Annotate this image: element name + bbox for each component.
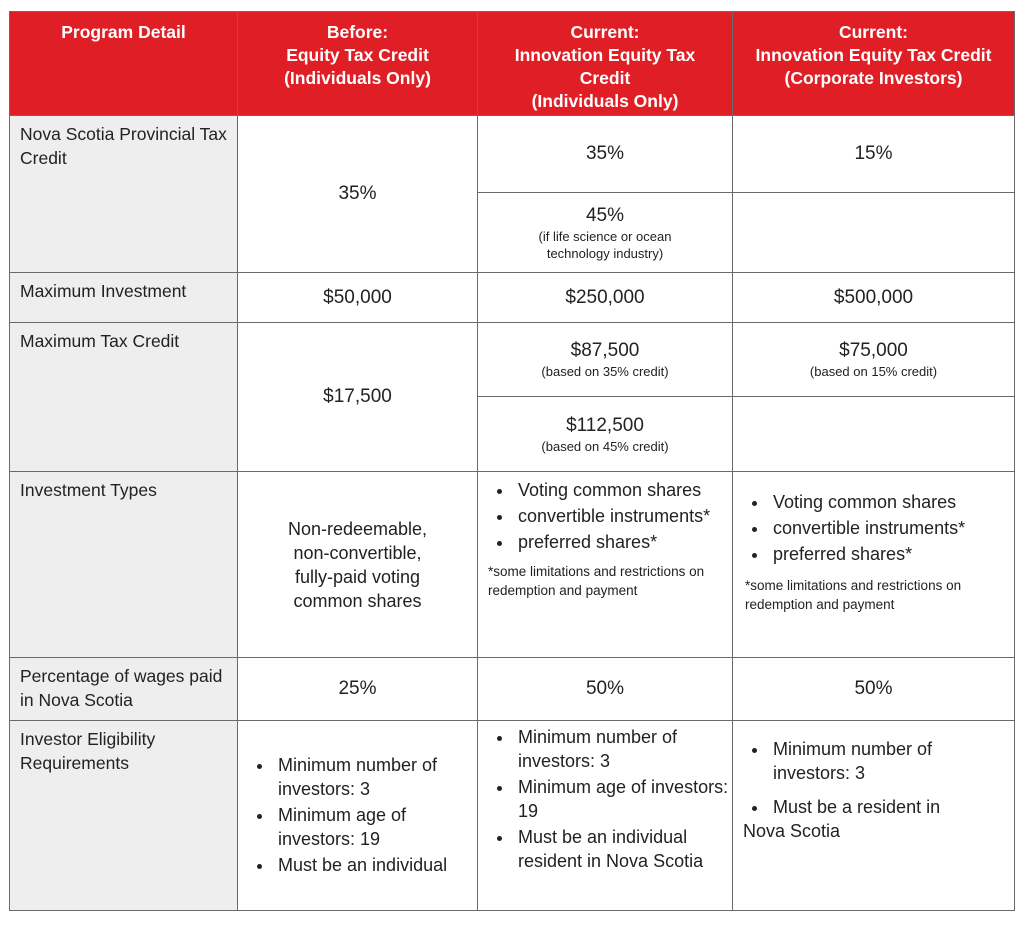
cell-value: • Voting common shares • convertible instruments* • preferred shares* *some limitations and restrictions on redemption and payment <box>478 472 733 658</box>
row-wages <box>10 658 1015 721</box>
bullet-list <box>238 753 477 877</box>
cell-value <box>478 721 733 911</box>
cell-value: $500,000 <box>733 273 1015 323</box>
row-investment-types <box>10 472 1015 658</box>
bullet-list <box>733 490 1014 566</box>
row-label: Percentage of wages paid in Nova Scotia <box>10 658 238 721</box>
list-item: • Must be an individual resident in Nova Scotia <box>514 825 732 873</box>
cell-value: 50% <box>733 658 1015 721</box>
cell-value: • Minimum number of investors: 3 • Must be a resident in Nova Scotia <box>733 721 1015 911</box>
header-current-individuals: Current: Innovation Equity Tax Credit (Individuals Only) <box>478 12 733 116</box>
bullet-list <box>478 725 732 873</box>
list-item: • convertible instruments* <box>769 516 1014 540</box>
list-item: • Voting common shares <box>514 478 732 502</box>
header-program-detail: Program Detail <box>10 12 238 116</box>
bullet-list <box>478 478 732 554</box>
row-label: Investment Types <box>10 472 238 658</box>
cell-empty <box>733 193 1015 273</box>
cell-value: $17,500 <box>238 323 478 472</box>
row-label: Maximum Tax Credit <box>10 323 238 472</box>
list-item: • Must be a resident in <box>769 795 1014 819</box>
comparison-table <box>9 11 1015 911</box>
cell-value: 15% <box>733 116 1015 193</box>
cell-value: 35% <box>478 116 733 193</box>
list-item: • Voting common shares <box>769 490 1014 514</box>
list-item: • Minimum number of investors: 3 <box>514 725 732 773</box>
row-label: Maximum Investment <box>10 273 238 323</box>
row-label: Nova Scotia Provincial Tax Credit <box>10 116 238 273</box>
cell-value: 35% <box>238 116 478 273</box>
cell-value: Non-redeemable, non-convertible, fully-paid voting common shares <box>238 472 478 658</box>
list-item: • Minimum age of investors: 19 <box>274 803 477 851</box>
cell-value: $112,500 (based on 45% credit) <box>478 397 733 472</box>
cell-value: $75,000 (based on 15% credit) <box>733 323 1015 397</box>
row-max-tax-credit <box>10 323 1015 397</box>
cell-value: • Voting common shares • convertible instruments* • preferred shares* *some limitations and restrictions on redemption and payment <box>733 472 1015 658</box>
header-row <box>10 12 1015 116</box>
header-current-corporate: Current: Innovation Equity Tax Credit (Corporate Investors) <box>733 12 1015 116</box>
list-item: • preferred shares* <box>769 542 1014 566</box>
cell-empty <box>733 397 1015 472</box>
cell-value: 45% (if life science or ocean technology industry) <box>478 193 733 273</box>
row-label: Investor Eligibility Requirements <box>10 721 238 911</box>
list-item: • Minimum number of investors: 3 <box>274 753 477 801</box>
header-before: Before: Equity Tax Credit (Individuals Only) <box>238 12 478 116</box>
cell-value: 50% <box>478 658 733 721</box>
row-tax-credit <box>10 116 1015 193</box>
list-item: • convertible instruments* <box>514 504 732 528</box>
list-item: • Minimum number of investors: 3 <box>769 737 1014 785</box>
cell-value: 25% <box>238 658 478 721</box>
cell-value: $87,500 (based on 35% credit) <box>478 323 733 397</box>
bullet-list <box>733 737 1014 819</box>
cell-value: $250,000 <box>478 273 733 323</box>
row-max-investment <box>10 273 1015 323</box>
row-eligibility <box>10 721 1015 911</box>
list-item: • Must be an individual <box>274 853 477 877</box>
cell-value: $50,000 <box>238 273 478 323</box>
list-item: • preferred shares* <box>514 530 732 554</box>
list-item: • Minimum age of investors: 19 <box>514 775 732 823</box>
cell-value <box>238 721 478 911</box>
